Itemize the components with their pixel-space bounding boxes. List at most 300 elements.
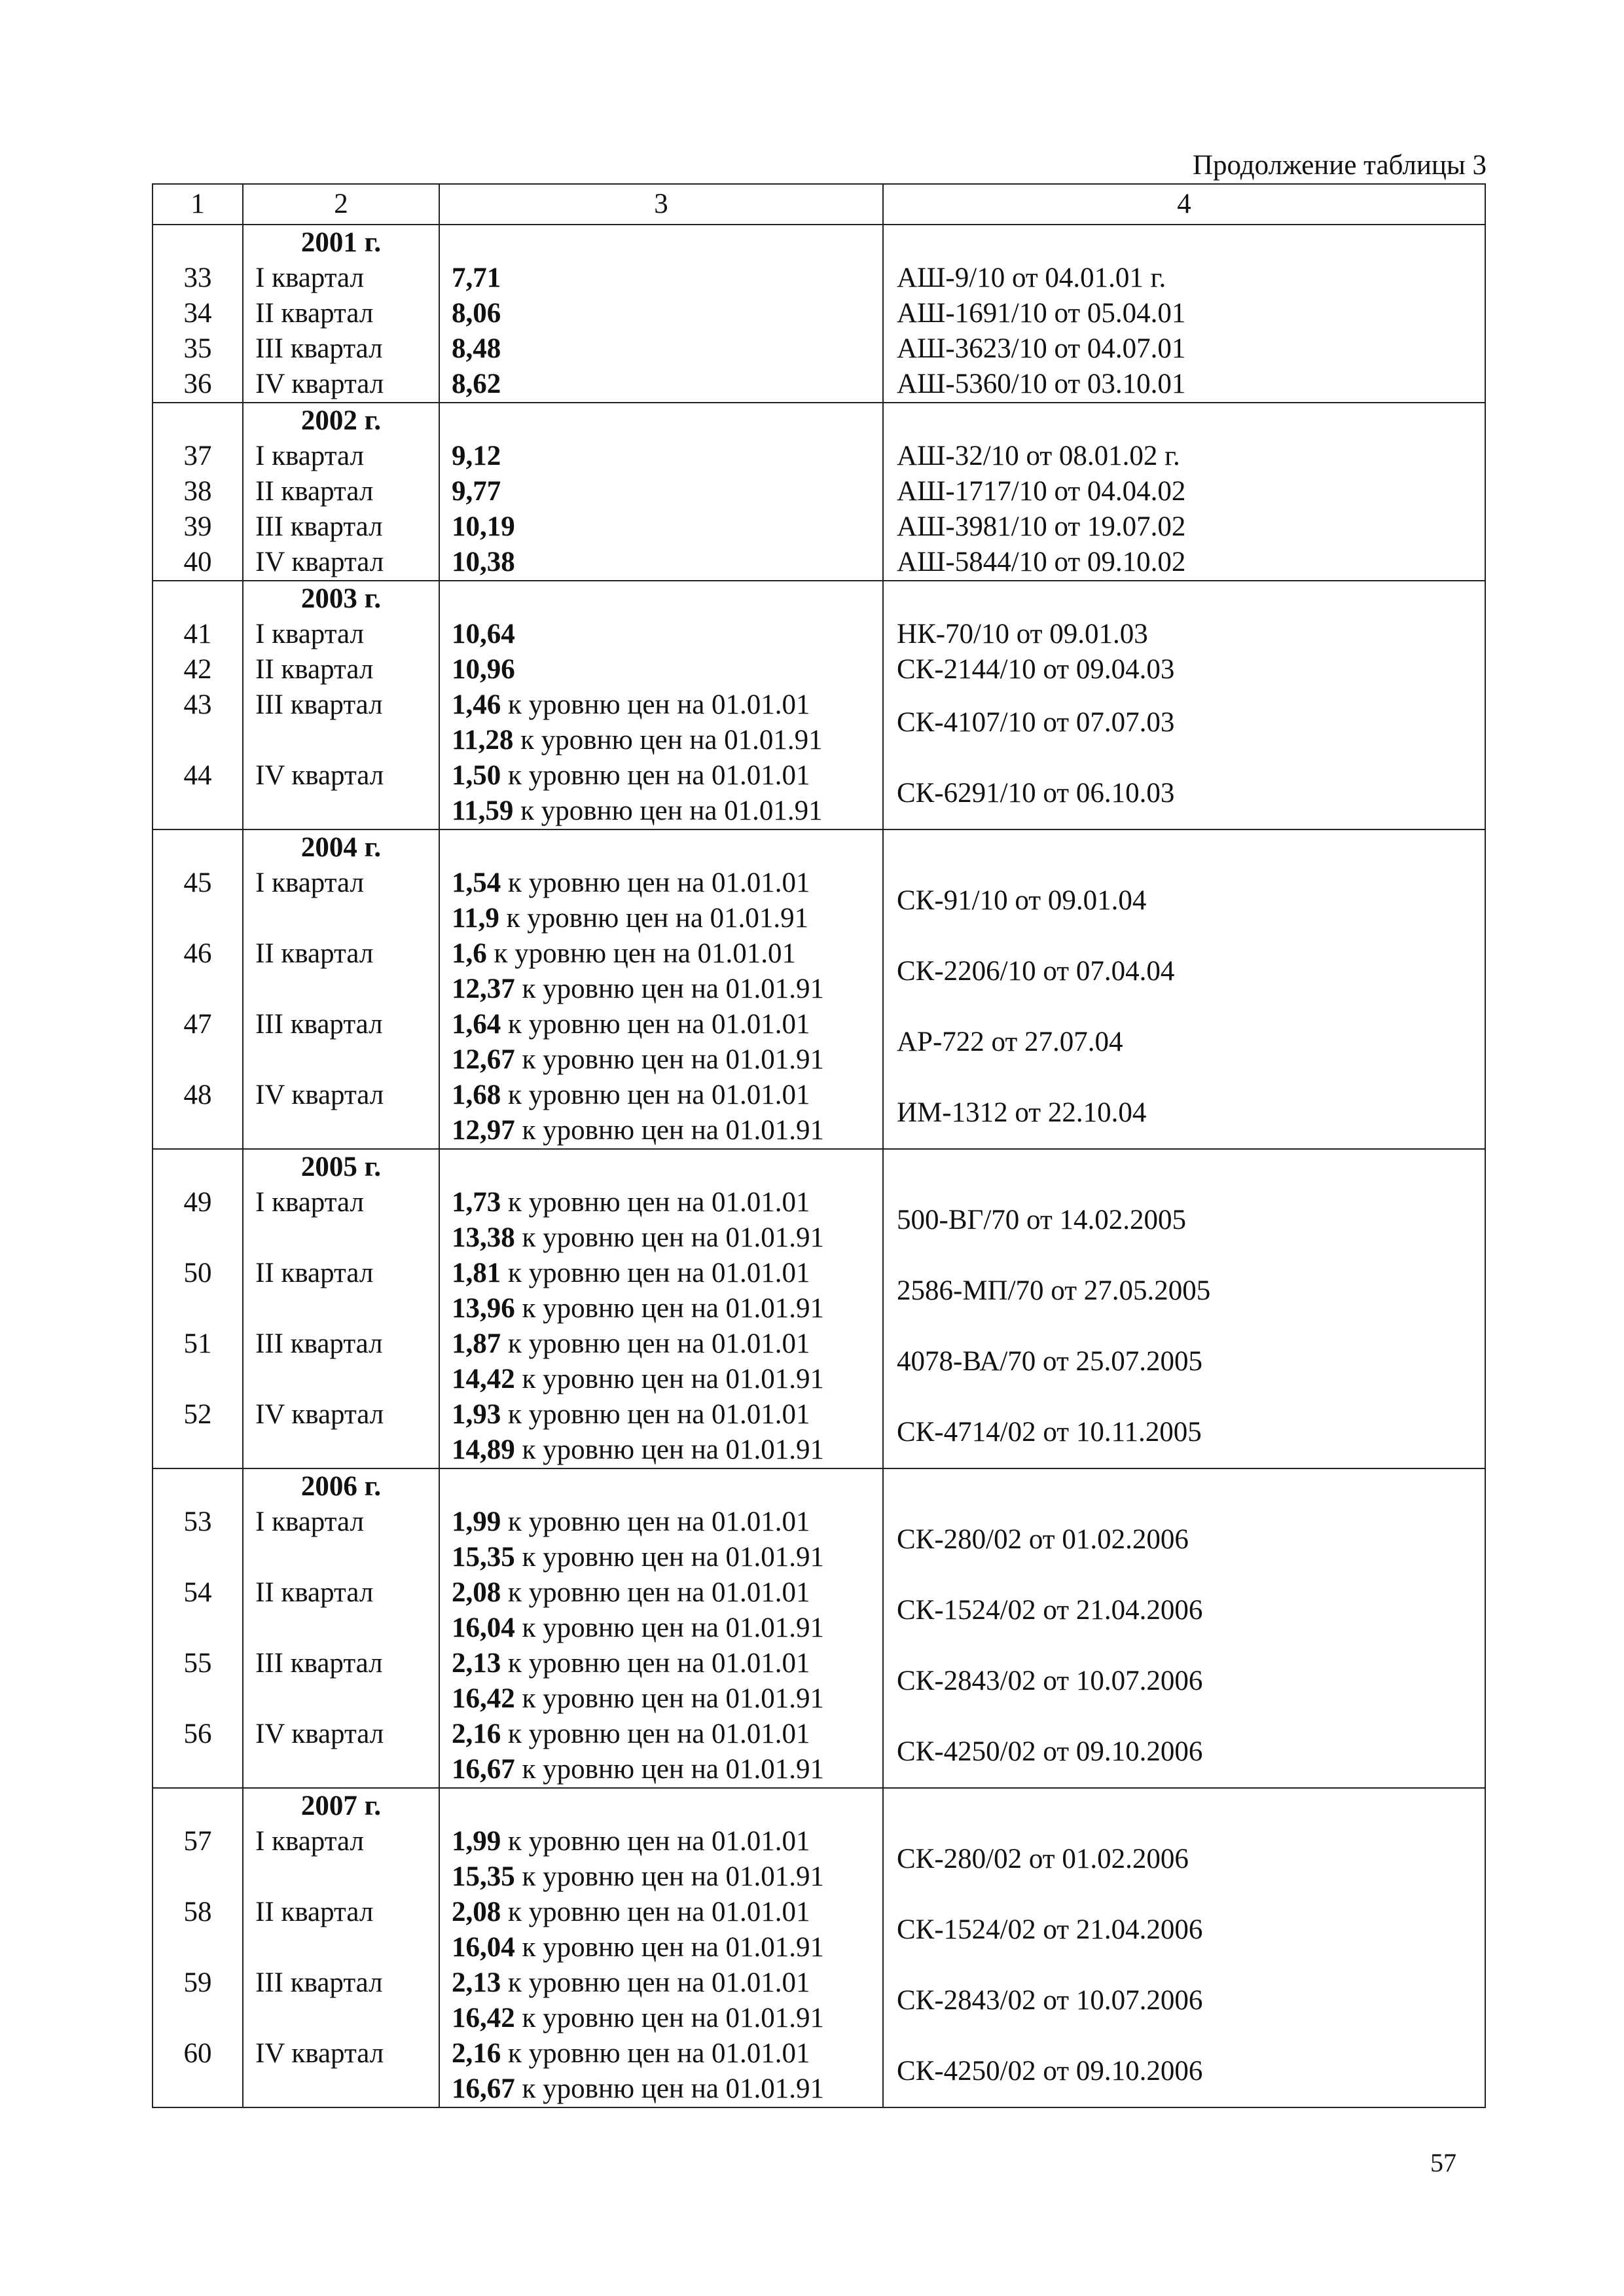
table-row [153,866,1485,936]
row-number: 49 [153,1185,243,1256]
price-level-text: к уровню цен на 01.01.01 [501,1506,810,1537]
index-value-cell [439,1007,883,1078]
row-number: 54 [153,1575,243,1646]
index-value: 12,37 [452,974,515,1004]
price-level-text: к уровню цен на 01.01.91 [514,974,825,1004]
letter-reference: СК-4250/02 от 09.10.2006 [883,1717,1485,1788]
letter-reference: ИМ-1312 от 22.10.04 [883,1078,1485,1149]
index-line-1 [452,936,882,972]
price-level-text: к уровню цен на 01.01.01 [501,1080,810,1110]
table-row [153,1504,1485,1575]
index-value-cell [439,1078,883,1149]
index-value: 12,67 [452,1044,515,1075]
price-level-text: к уровню цен на 01.01.91 [514,1861,825,1892]
price-level-text: к уровню цен на 01.01.91 [513,795,823,826]
empty-cell [439,581,883,617]
quarter-label: III квартал [243,1646,439,1717]
index-line-2 [452,793,882,829]
index-value: 14,42 [452,1364,515,1394]
row-number: 47 [153,1007,243,1078]
index-value: 2,08 [452,1897,501,1927]
table-row [153,1895,1485,1965]
index-value: 1,99 [452,1506,501,1537]
empty-cell [439,225,883,261]
table-row [153,367,1485,403]
table-row [153,936,1485,1007]
empty-cell [153,403,243,439]
index-table [152,183,1486,2108]
table-row [153,509,1485,545]
index-value: 1,46 [452,689,501,720]
index-value: 10,64 [452,619,515,649]
index-value: 15,35 [452,1542,515,1573]
quarter-label: II квартал [243,936,439,1007]
index-line-2 [452,1859,882,1895]
quarter-label: IV квартал [243,758,439,829]
index-line-1 [452,687,882,723]
price-level-text: к уровню цен на 01.01.91 [514,1115,825,1146]
year-row [153,1468,1485,1504]
quarter-label: III квартал [243,1965,439,2036]
empty-cell [153,1149,243,1185]
index-value: 1,87 [452,1328,501,1359]
index-value-cell [439,1575,883,1646]
price-level-text: к уровню цен на 01.01.01 [501,1187,810,1218]
index-value: 8,06 [452,298,501,329]
row-number: 59 [153,1965,243,2036]
index-value-cell [439,1256,883,1326]
quarter-label: II квартал [243,296,439,331]
index-value: 7,71 [452,263,501,293]
empty-cell [153,225,243,261]
letter-reference: 500-ВГ/70 от 14.02.2005 [883,1185,1485,1256]
table-row [153,1965,1485,2036]
index-value-cell [439,758,883,829]
price-level-text: к уровню цен на 01.01.01 [501,760,810,791]
index-value: 2,08 [452,1577,501,1608]
index-line-2 [452,1540,882,1575]
index-line-2 [452,2001,882,2036]
index-value-cell [439,866,883,936]
page-number: 57 [1430,2148,1456,2178]
table-row [153,758,1485,829]
letter-reference: СК-1524/02 от 21.04.2006 [883,1895,1485,1965]
index-value: 10,96 [452,654,515,685]
index-line-1 [452,1717,882,1752]
empty-cell [439,1788,883,1824]
quarter-label: III квартал [243,1326,439,1397]
column-header: 4 [883,184,1485,225]
table-row [153,1397,1485,1468]
index-line-1 [452,758,882,793]
quarter-label: II квартал [243,1256,439,1326]
table-row [153,1326,1485,1397]
index-value: 11,59 [452,795,514,826]
index-line-1 [452,439,882,474]
table-row [153,1007,1485,1078]
quarter-label: I квартал [243,1824,439,1895]
quarter-label: IV квартал [243,367,439,403]
quarter-label: I квартал [243,1185,439,1256]
price-level-text: к уровню цен на 01.01.91 [499,903,809,934]
letter-reference: СК-2144/10 от 09.04.03 [883,652,1485,687]
row-number: 42 [153,652,243,687]
index-line-2 [452,1611,882,1646]
index-value: 9,77 [452,476,501,507]
index-value: 16,67 [452,2073,515,2104]
empty-cell [153,1468,243,1504]
index-value: 13,38 [452,1222,515,1253]
column-header: 2 [243,184,439,225]
letter-reference: СК-280/02 от 01.02.2006 [883,1504,1485,1575]
index-value: 10,19 [452,511,515,542]
empty-cell [883,1149,1485,1185]
index-line-2 [452,1220,882,1256]
index-line-2 [452,1681,882,1717]
row-number: 45 [153,866,243,936]
price-level-text: к уровню цен на 01.01.01 [501,1648,810,1679]
index-line-1 [452,367,882,402]
letter-reference: СК-2206/10 от 07.04.04 [883,936,1485,1007]
index-value-cell [439,367,883,403]
price-level-text: к уровню цен на 01.01.91 [514,1044,825,1075]
row-number: 58 [153,1895,243,1965]
empty-cell [883,225,1485,261]
letter-reference: АШ-5360/10 от 03.10.01 [883,367,1485,403]
quarter-label: II квартал [243,1575,439,1646]
index-value-cell [439,1504,883,1575]
table-row [153,439,1485,474]
quarter-label: III квартал [243,687,439,758]
index-value: 1,99 [452,1826,501,1857]
letter-reference: СК-2843/02 от 10.07.2006 [883,1965,1485,2036]
year-label: 2001 г. [243,225,439,261]
index-value-cell [439,296,883,331]
index-value-cell [439,1646,883,1717]
price-level-text: к уровню цен на 01.01.91 [514,1542,825,1573]
quarter-label: IV квартал [243,1397,439,1468]
price-level-text: к уровню цен на 01.01.91 [514,1364,825,1394]
column-header: 1 [153,184,243,225]
index-value: 16,67 [452,1754,515,1785]
letter-reference: СК-4714/02 от 10.11.2005 [883,1397,1485,1468]
index-value-cell [439,439,883,474]
row-number: 40 [153,545,243,581]
price-level-text: к уровню цен на 01.01.91 [514,2073,825,2104]
index-value-cell [439,1717,883,1788]
index-line-1 [452,261,882,296]
row-number: 44 [153,758,243,829]
index-value: 1,6 [452,938,487,969]
index-value: 1,50 [452,760,501,791]
index-line-1 [452,1504,882,1540]
price-level-text: к уровню цен на 01.01.01 [501,2038,810,2069]
table-row [153,652,1485,687]
row-number: 50 [153,1256,243,1326]
year-row [153,581,1485,617]
index-value: 9,12 [452,441,501,471]
quarter-label: I квартал [243,866,439,936]
index-value: 2,16 [452,1719,501,1749]
index-line-2 [452,1042,882,1078]
letter-reference: 2586-МП/70 от 27.05.2005 [883,1256,1485,1326]
table-caption: Продолжение таблицы 3 [1192,150,1487,181]
letter-reference: АР-722 от 27.07.04 [883,1007,1485,1078]
row-number: 55 [153,1646,243,1717]
index-value-cell [439,1326,883,1397]
index-value: 2,16 [452,2038,501,2069]
index-value-cell [439,687,883,758]
price-level-text: к уровню цен на 01.01.01 [501,867,810,898]
empty-cell [883,1788,1485,1824]
quarter-label: IV квартал [243,545,439,581]
letter-reference: 4078-ВА/70 от 25.07.2005 [883,1326,1485,1397]
empty-cell [439,1149,883,1185]
index-value: 13,96 [452,1293,515,1324]
index-value: 12,97 [452,1115,515,1146]
row-number: 52 [153,1397,243,1468]
price-level-text: к уровню цен на 01.01.91 [514,1932,825,1963]
table-row [153,1256,1485,1326]
index-value: 1,54 [452,867,501,898]
index-value-cell [439,2036,883,2107]
letter-reference: АШ-3981/10 от 19.07.02 [883,509,1485,545]
price-level-text: к уровню цен на 01.01.91 [513,725,823,756]
price-level-text: к уровню цен на 01.01.01 [501,1328,810,1359]
letter-reference: АШ-1691/10 от 05.04.01 [883,296,1485,331]
table-row [153,545,1485,581]
index-line-1 [452,1007,882,1042]
index-line-1 [452,1256,882,1291]
empty-cell [153,829,243,866]
empty-cell [883,1468,1485,1504]
index-value-cell [439,331,883,367]
quarter-label: II квартал [243,652,439,687]
quarter-label: I квартал [243,261,439,296]
price-level-text: к уровню цен на 01.01.91 [514,1754,825,1785]
index-line-1 [452,866,882,901]
year-row [153,829,1485,866]
price-level-text: к уровню цен на 01.01.01 [501,1577,810,1608]
index-line-2 [452,723,882,758]
index-value: 8,48 [452,333,501,364]
index-value: 11,28 [452,725,514,756]
index-line-2 [452,1432,882,1468]
letter-reference: СК-91/10 от 09.01.04 [883,866,1485,936]
index-line-1 [452,1646,882,1681]
table-row [153,1078,1485,1149]
index-value: 16,42 [452,1683,515,1714]
row-number: 43 [153,687,243,758]
index-line-1 [452,1185,882,1220]
letter-reference: АШ-1717/10 от 04.04.02 [883,474,1485,509]
row-number: 46 [153,936,243,1007]
index-line-1 [452,1326,882,1362]
row-number: 48 [153,1078,243,1149]
year-label: 2005 г. [243,1149,439,1185]
index-value: 14,89 [452,1434,515,1465]
row-number: 33 [153,261,243,296]
quarter-label: IV квартал [243,1717,439,1788]
index-line-2 [452,1930,882,1965]
index-value-cell [439,1185,883,1256]
year-label: 2004 г. [243,829,439,866]
price-level-text: к уровню цен на 01.01.01 [486,938,797,969]
price-level-text: к уровню цен на 01.01.01 [501,1897,810,1927]
index-line-1 [452,652,882,687]
price-level-text: к уровню цен на 01.01.01 [501,1719,810,1749]
quarter-label: I квартал [243,439,439,474]
price-level-text: к уровню цен на 01.01.91 [514,2003,825,2033]
row-number: 35 [153,331,243,367]
index-value-cell [439,617,883,652]
index-value-cell [439,474,883,509]
empty-cell [153,581,243,617]
year-label: 2006 г. [243,1468,439,1504]
index-value-cell [439,1895,883,1965]
price-level-text: к уровню цен на 01.01.01 [501,1258,810,1288]
letter-reference: СК-6291/10 от 06.10.03 [883,758,1485,829]
table-row [153,1646,1485,1717]
letter-reference: СК-280/02 от 01.02.2006 [883,1824,1485,1895]
index-line-1 [452,2036,882,2071]
index-line-1 [452,1895,882,1930]
index-line-1 [452,331,882,367]
letter-reference: СК-1524/02 от 21.04.2006 [883,1575,1485,1646]
index-value-cell [439,1824,883,1895]
letter-reference: АШ-9/10 от 04.01.01 г. [883,261,1485,296]
empty-cell [439,829,883,866]
row-number: 38 [153,474,243,509]
row-number: 60 [153,2036,243,2107]
index-line-1 [452,509,882,545]
price-level-text: к уровню цен на 01.01.01 [501,1967,810,1998]
index-line-1 [452,617,882,652]
index-value: 2,13 [452,1648,501,1679]
quarter-label: IV квартал [243,1078,439,1149]
price-level-text: к уровню цен на 01.01.91 [514,1293,825,1324]
price-level-text: к уровню цен на 01.01.91 [514,1222,825,1253]
index-line-2 [452,1113,882,1148]
row-number: 57 [153,1824,243,1895]
price-level-text: к уровню цен на 01.01.01 [501,1399,810,1430]
year-label: 2007 г. [243,1788,439,1824]
index-line-2 [452,1752,882,1787]
index-value: 1,73 [452,1187,501,1218]
price-level-text: к уровню цен на 01.01.01 [501,689,810,720]
index-value: 16,42 [452,2003,515,2033]
quarter-label: II квартал [243,1895,439,1965]
letter-reference: СК-2843/02 от 10.07.2006 [883,1646,1485,1717]
index-value-cell [439,545,883,581]
year-row [153,1149,1485,1185]
index-value-cell [439,509,883,545]
row-number: 41 [153,617,243,652]
index-value: 11,9 [452,903,499,934]
index-value-cell [439,1397,883,1468]
row-number: 39 [153,509,243,545]
quarter-label: II квартал [243,474,439,509]
price-level-text: к уровню цен на 01.01.01 [501,1009,810,1040]
table-row [153,474,1485,509]
index-line-2 [452,901,882,936]
empty-cell [439,1468,883,1504]
index-value-cell [439,1965,883,2036]
empty-cell [153,1788,243,1824]
index-line-2 [452,2071,882,2107]
empty-cell [883,829,1485,866]
row-number: 34 [153,296,243,331]
index-value: 15,35 [452,1861,515,1892]
index-value: 16,04 [452,1932,515,1963]
index-line-2 [452,972,882,1007]
index-value: 1,64 [452,1009,501,1040]
index-value-cell [439,652,883,687]
index-line-1 [452,1078,882,1113]
index-line-1 [452,1575,882,1611]
index-line-1 [452,545,882,580]
index-value: 1,93 [452,1399,501,1430]
index-line-1 [452,296,882,331]
year-label: 2003 г. [243,581,439,617]
index-value-cell [439,261,883,296]
year-row [153,225,1485,261]
quarter-label: III квартал [243,331,439,367]
table-row [153,331,1485,367]
row-number: 53 [153,1504,243,1575]
empty-cell [883,581,1485,617]
index-value-cell [439,936,883,1007]
year-row [153,403,1485,439]
row-number: 56 [153,1717,243,1788]
table-row [153,296,1485,331]
letter-reference: АШ-5844/10 от 09.10.02 [883,545,1485,581]
price-level-text: к уровню цен на 01.01.91 [514,1434,825,1465]
column-header: 3 [439,184,883,225]
letter-reference: СК-4107/10 от 07.07.03 [883,687,1485,758]
index-line-1 [452,474,882,509]
table-row [153,1717,1485,1788]
quarter-label: I квартал [243,1504,439,1575]
letter-reference: АШ-32/10 от 08.01.02 г. [883,439,1485,474]
index-value: 16,04 [452,1613,515,1643]
index-value: 1,81 [452,1258,501,1288]
index-line-2 [452,1362,882,1397]
index-line-1 [452,1397,882,1432]
price-level-text: к уровню цен на 01.01.91 [514,1683,825,1714]
quarter-label: IV квартал [243,2036,439,2107]
letter-reference: АШ-3623/10 от 04.07.01 [883,331,1485,367]
table-row [153,2036,1485,2107]
price-level-text: к уровню цен на 01.01.01 [501,1826,810,1857]
table-row [153,1824,1485,1895]
row-number: 36 [153,367,243,403]
letter-reference: СК-4250/02 от 09.10.2006 [883,2036,1485,2107]
index-value: 10,38 [452,547,515,577]
row-number: 51 [153,1326,243,1397]
index-value: 2,13 [452,1967,501,1998]
year-row [153,1788,1485,1824]
index-line-1 [452,1824,882,1859]
empty-cell [883,403,1485,439]
quarter-label: I квартал [243,617,439,652]
index-value: 8,62 [452,369,501,399]
table-row [153,261,1485,296]
index-value: 1,68 [452,1080,501,1110]
index-line-1 [452,1965,882,2001]
index-line-2 [452,1291,882,1326]
year-label: 2002 г. [243,403,439,439]
